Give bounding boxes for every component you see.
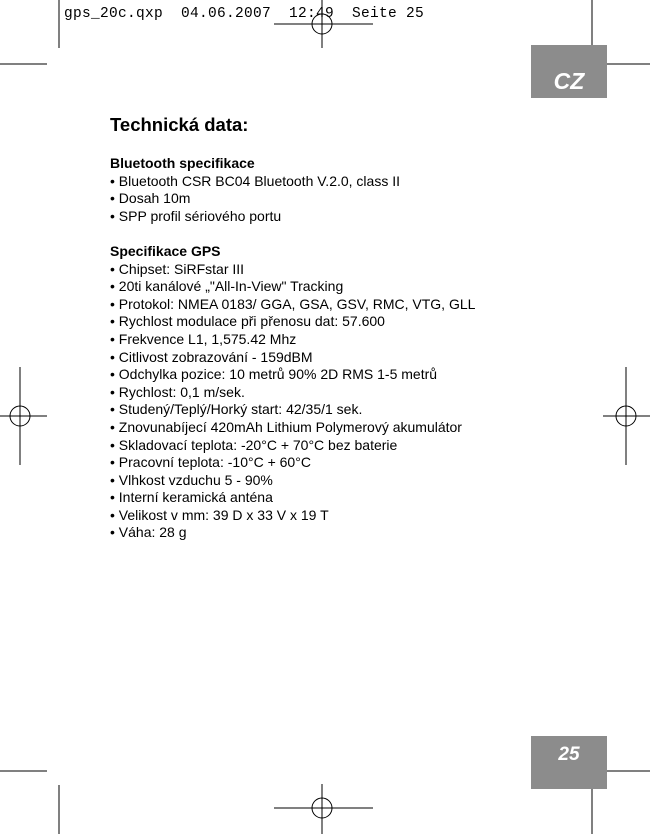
list-item: • Odchylka pozice: 10 metrů 90% 2D RMS 1-5 metrů <box>110 366 530 384</box>
list-item: • Velikost v mm: 39 D x 33 V x 19 T <box>110 507 530 525</box>
gps-section <box>110 243 530 542</box>
page-number: 25 <box>531 736 607 789</box>
list-item: • Dosah 10m <box>110 190 530 208</box>
spec-list <box>110 173 530 226</box>
list-item: • Chipset: SiRFstar III <box>110 261 530 279</box>
list-item: • Znovunabíjecí 420mAh Lithium Polymerový akumulátor <box>110 419 530 437</box>
registration-mark-top <box>274 0 373 48</box>
list-item: • Vlhkost vzduchu 5 - 90% <box>110 472 530 490</box>
main-content <box>110 114 530 560</box>
language-tab: CZ <box>531 45 607 98</box>
bluetooth-section <box>110 155 530 225</box>
section-heading: Bluetooth specifikace <box>110 155 255 171</box>
spec-list <box>110 261 530 543</box>
list-item: • Váha: 28 g <box>110 524 530 542</box>
registration-mark-right <box>603 367 650 465</box>
registration-mark-left <box>0 367 47 465</box>
list-item: • Protokol: NMEA 0183/ GGA, GSA, GSV, RMC, VTG, GLL <box>110 296 530 314</box>
registration-mark-bottom <box>274 784 373 834</box>
list-item: • Skladovací teplota: -20°C + 70°C bez baterie <box>110 437 530 455</box>
list-item: • Studený/Teplý/Horký start: 42/35/1 sek. <box>110 401 530 419</box>
list-item: • Rychlost modulace při přenosu dat: 57.600 <box>110 313 530 331</box>
list-item: • Pracovní teplota: -10°C + 60°C <box>110 454 530 472</box>
list-item: • 20ti kanálové „"All-In-View" Tracking <box>110 278 530 296</box>
list-item: • Interní keramická anténa <box>110 489 530 507</box>
page-title: Technická data: <box>110 114 249 135</box>
list-item: • Rychlost: 0,1 m/sek. <box>110 384 530 402</box>
list-item: • Citlivost zobrazování - 159dBM <box>110 349 530 367</box>
list-item: • Bluetooth CSR BC04 Bluetooth V.2.0, class II <box>110 173 530 191</box>
list-item: • Frekvence L1, 1,575.42 Mhz <box>110 331 530 349</box>
slug-line: gps_20c.qxp 04.06.2007 12:49 Seite 25 <box>64 6 425 22</box>
list-item: • SPP profil sériového portu <box>110 208 530 226</box>
section-heading: Specifikace GPS <box>110 242 221 259</box>
